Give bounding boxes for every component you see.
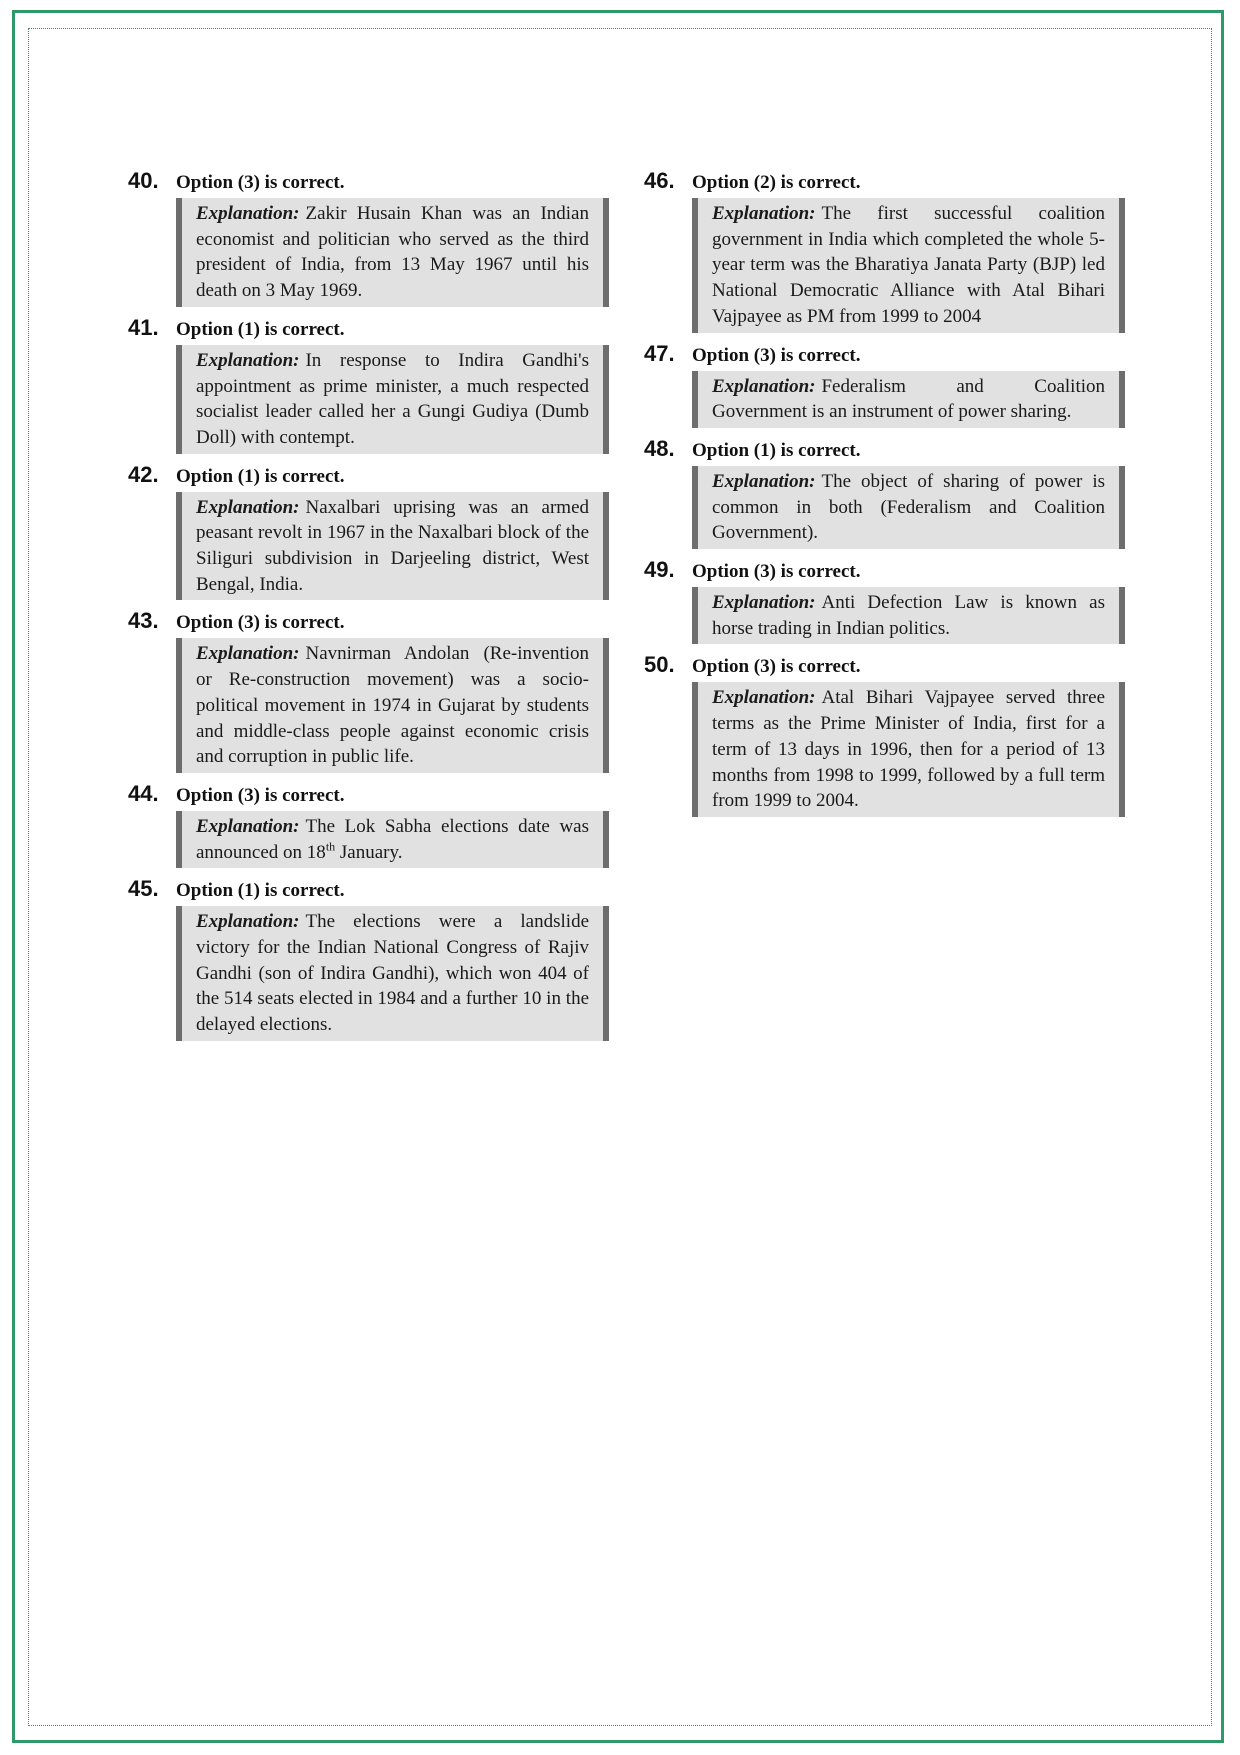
explanation-label: Explanation: <box>196 496 300 518</box>
explanation-label: Explanation: <box>712 687 816 709</box>
question-43 <box>128 608 610 773</box>
explanation-text: Navnirman Andolan (Re-invention or Re-construction movement) was a socio-political movement in 1974 in Gujarat by students and middle-class people against economic crisis and corruption in public life. <box>196 643 589 768</box>
answer-statement: Option (1) is correct. <box>176 465 345 487</box>
explanation-label: Explanation: <box>712 375 816 397</box>
question-number: 49. <box>644 557 675 583</box>
explanation-box <box>692 371 1125 428</box>
explanation-text: The Lok Sabha elections date was announced on 18 <box>196 815 589 863</box>
left-column <box>128 168 610 1049</box>
question-number: 47. <box>644 340 675 366</box>
answer-statement: Option (3) is correct. <box>692 656 861 678</box>
answer-statement: Option (1) is correct. <box>176 880 345 902</box>
answer-statement: Option (3) is correct. <box>692 561 861 583</box>
question-41 <box>128 315 610 454</box>
explanation-box <box>176 345 609 454</box>
explanation-box <box>176 198 609 307</box>
question-48 <box>644 436 1126 549</box>
explanation-label: Explanation: <box>712 470 816 492</box>
explanation-box <box>692 587 1125 644</box>
explanation-text: The object of sharing of power is common in both (Federalism and Coalition Government). <box>712 470 1105 544</box>
explanation-label: Explanation: <box>196 203 300 224</box>
explanation-text: Zakir Husain Khan was an Indian economist and politician who served as the third president of India, from 13 May 1967 until his death on 3 May 1969. <box>196 203 589 302</box>
answer-statement: Option (1) is correct. <box>176 318 345 340</box>
question-number: 40. <box>128 168 159 193</box>
question-number: 46. <box>644 168 675 193</box>
explanation-text: In response to Indira Gandhi's appointment as prime minister, a much respected socialist leader called her a Gungi Gudiya (Dumb Doll) with contempt. <box>196 349 589 448</box>
explanation-box <box>692 682 1125 817</box>
explanation-text: The elections were a landslide victory for the Indian National Congress of Rajiv Gandhi (son of Indira Gandhi), which won 404 of the 514 seats elected in 1984 and a further 10 in the delayed elections. <box>196 911 589 1036</box>
question-50 <box>644 652 1126 817</box>
question-44 <box>128 781 610 868</box>
question-46 <box>644 168 1126 333</box>
explanation-box <box>176 811 609 868</box>
question-number: 41. <box>128 314 159 340</box>
question-number: 44. <box>128 780 159 806</box>
explanation-text-end: January. <box>335 841 403 863</box>
question-number: 42. <box>128 461 159 487</box>
answer-statement: Option (2) is correct. <box>692 172 861 193</box>
explanation-label: Explanation: <box>196 815 300 837</box>
question-number: 48. <box>644 435 675 461</box>
explanation-text: Atal Bihari Vajpayee served three terms as the Prime Minister of India, first for a term of 13 days in 1996, then for a period of 13 months from 1998 to 1999, followed by a full term from 1999 to 2004. <box>712 687 1105 812</box>
answer-statement: Option (3) is correct. <box>176 612 345 634</box>
superscript-th: th <box>325 839 336 854</box>
explanation-box <box>176 906 609 1041</box>
question-49 <box>644 557 1126 644</box>
explanation-text: The first successful coalition government in India which completed the whole 5-year term was the Bharatiya Janata Party (BJP) led National Democratic Alliance with Atal Bihari Vajpayee as PM from 1999 to 2004 <box>712 203 1105 327</box>
explanation-box <box>692 466 1125 549</box>
explanation-text: Federalism and Coalition Government is an instrument of power sharing. <box>712 375 1105 423</box>
explanation-label: Explanation: <box>196 643 300 665</box>
question-42 <box>128 462 610 601</box>
explanation-label: Explanation: <box>196 349 300 371</box>
question-47 <box>644 341 1126 428</box>
explanation-box <box>692 198 1125 333</box>
right-column <box>644 168 1126 825</box>
explanation-box <box>176 492 609 601</box>
explanation-label: Explanation: <box>196 911 300 933</box>
question-number: 45. <box>128 876 159 902</box>
question-number: 50. <box>644 652 675 678</box>
explanation-box <box>176 638 609 773</box>
question-number: 43. <box>128 608 159 634</box>
answer-statement: Option (3) is correct. <box>692 344 861 366</box>
explanation-label: Explanation: <box>712 592 816 614</box>
answer-statement: Option (3) is correct. <box>176 784 345 806</box>
explanation-text: Anti Defection Law is known as horse trading in Indian politics. <box>712 592 1105 639</box>
question-40 <box>128 168 610 307</box>
answer-statement: Option (1) is correct. <box>692 439 861 461</box>
explanation-text: Naxalbari uprising was an armed peasant revolt in 1967 in the Naxalbari block of the Siliguri subdivision in Darjeeling district, West Bengal, India. <box>196 496 589 595</box>
answer-statement: Option (3) is correct. <box>176 172 345 193</box>
explanation-label: Explanation: <box>712 203 816 224</box>
question-45 <box>128 876 610 1041</box>
